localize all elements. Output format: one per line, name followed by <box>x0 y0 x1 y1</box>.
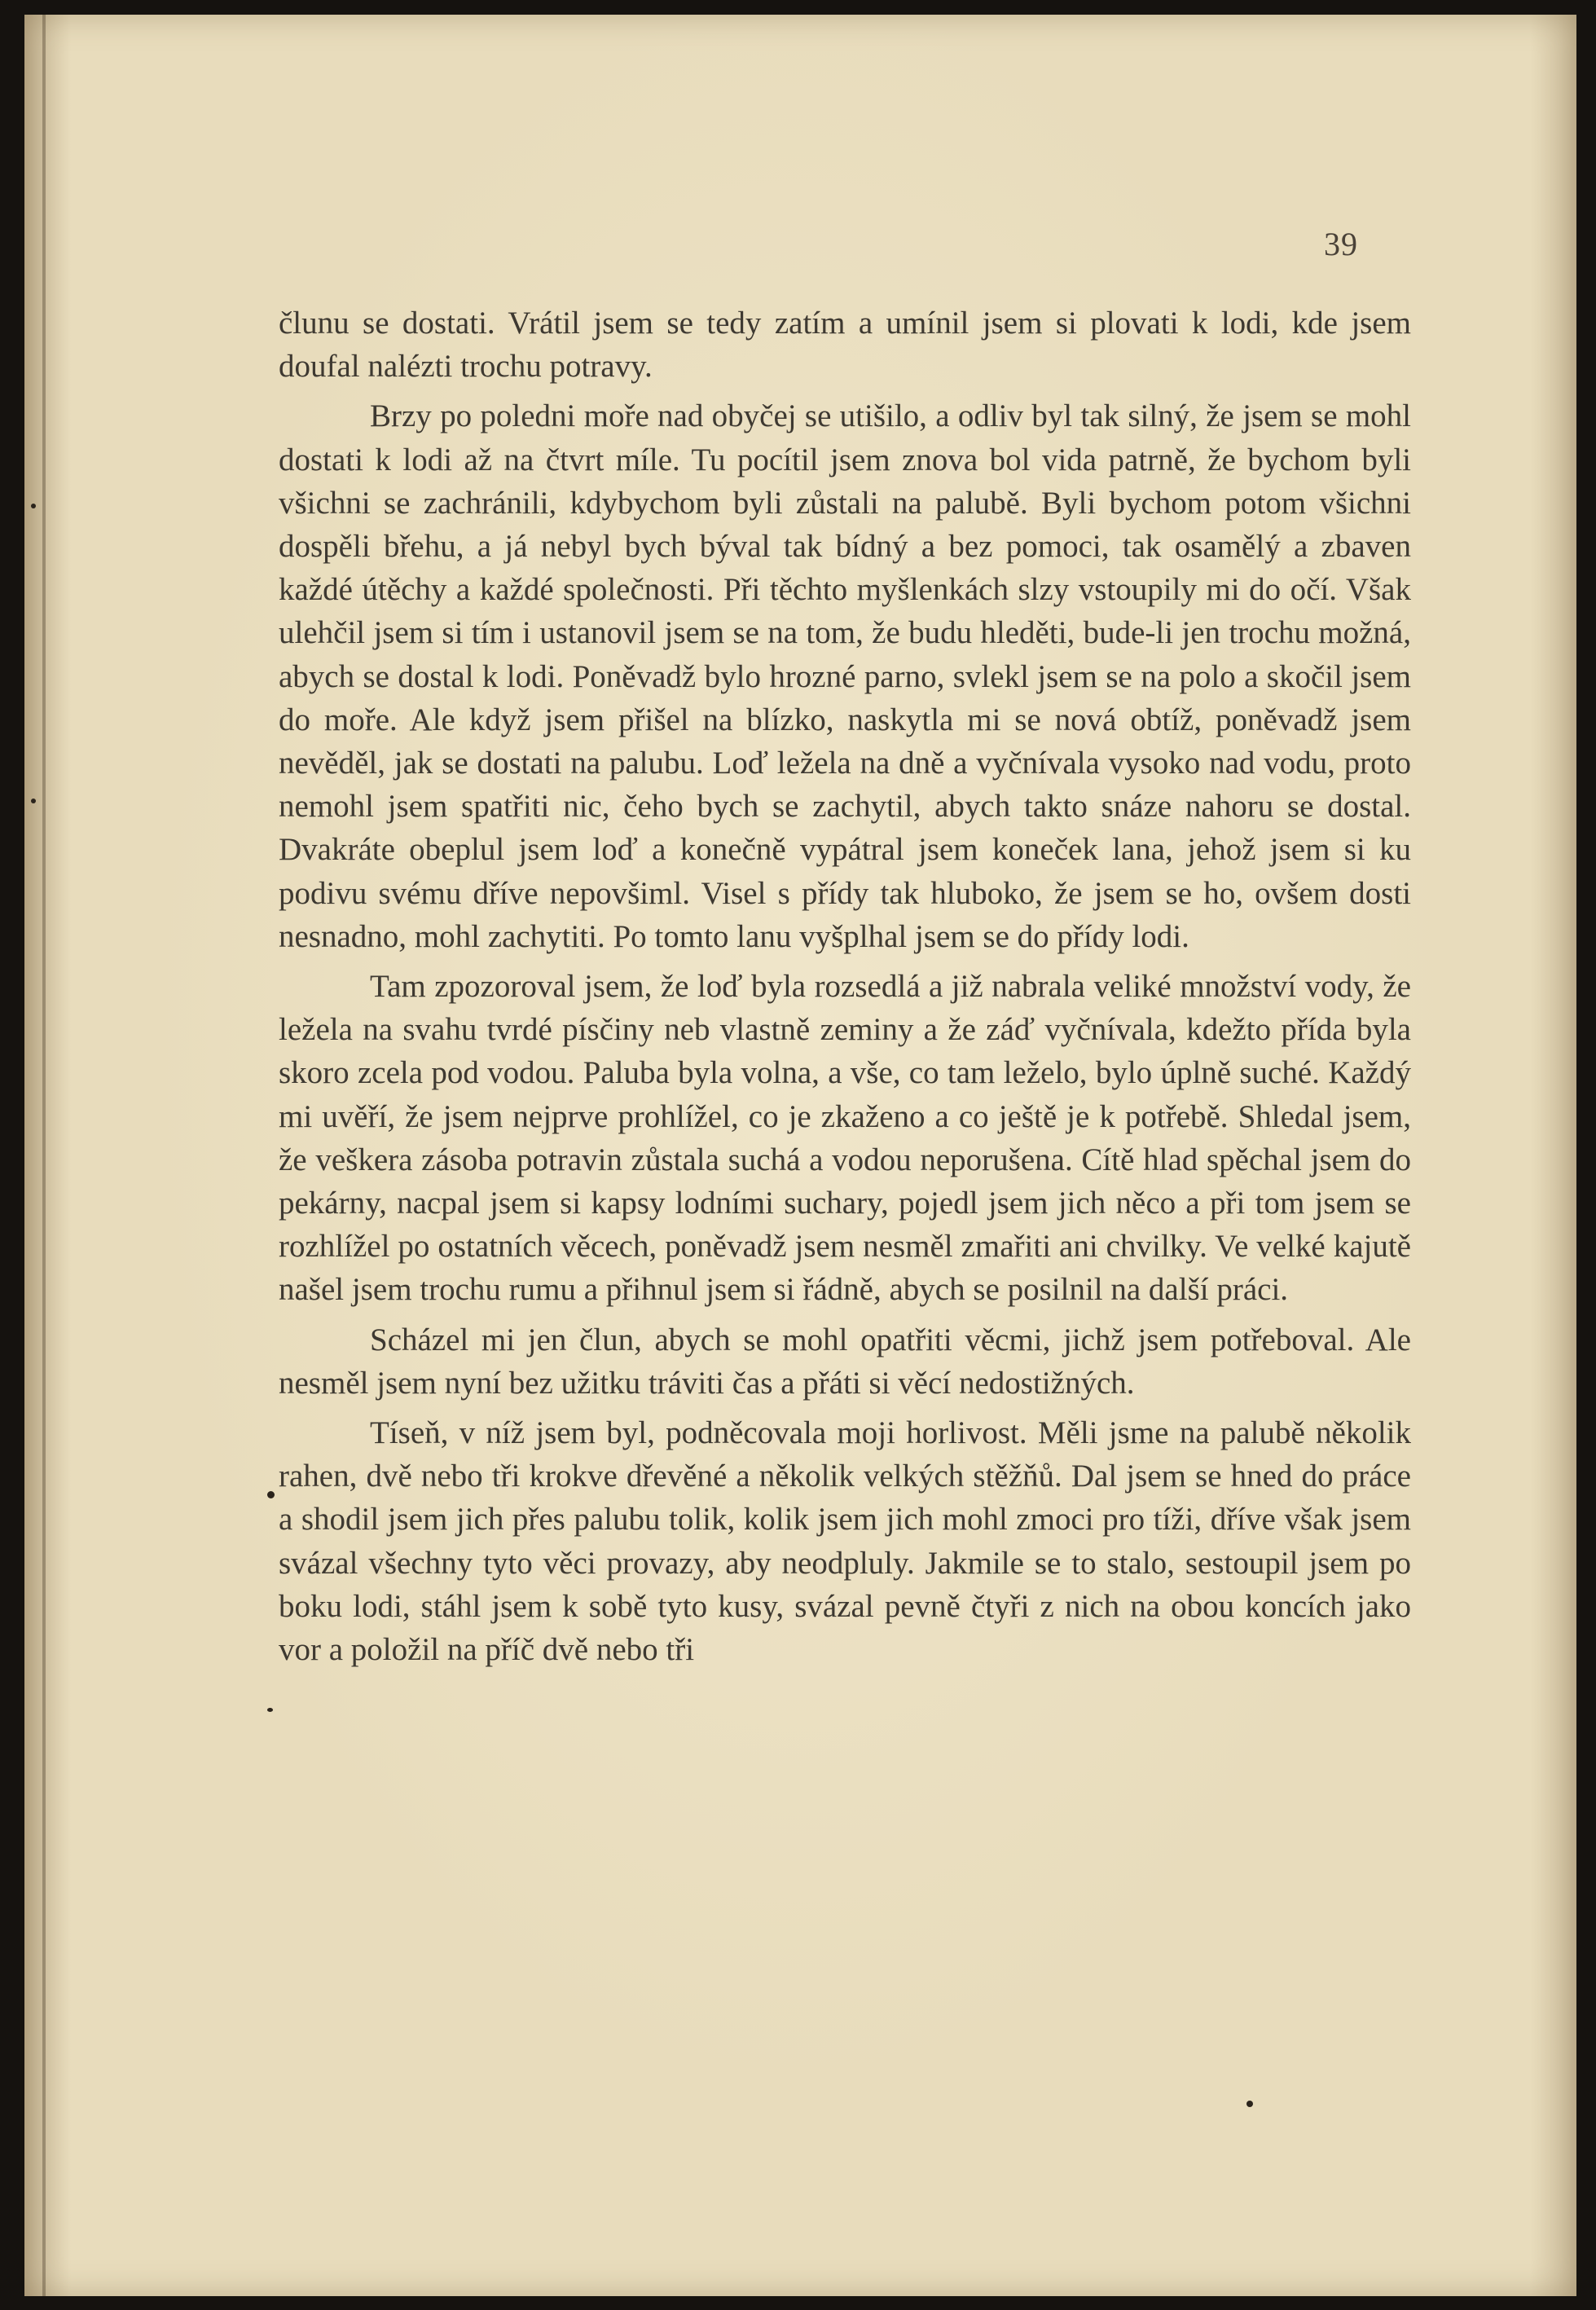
page-number: 39 <box>1324 226 1358 262</box>
book-page <box>24 15 1576 2296</box>
page-spine-shadow <box>42 15 46 2296</box>
paper-speck <box>1246 2101 1253 2107</box>
body-text <box>279 301 1411 1678</box>
paper-speck <box>267 1491 275 1498</box>
paragraph-5: Tíseň, v níž jsem byl, podněcovala moji horlivost. Měli jsme na palubě několik rahen, dvě nebo tři krokve dřevěné a několik velkých stěžňů. Dal jsem se hned do práce a shodil jsem jich přes palubu tolik, kolik jsem jich mohl zmoci pro tíži, dříve však jsem svázal všechny tyto věci provazy, aby neodpluly. Jakmile se to stalo, sestoupil jsem po boku lodi, stáhl jsem k sobě tyto kusy, svázal pevně čtyři z nich na obou koncích jako vor a položil na příč dvě nebo tři <box>279 1415 1411 1668</box>
paper-speck <box>31 504 36 508</box>
paper-speck <box>267 1708 273 1712</box>
paragraph-2: Brzy po poledni moře nad obyčej se utišilo, a odliv byl tak silný, že jsem se mohl dostati k lodi až na čtvrt míle. Tu pocítil jsem znova bol vida patrně, že bychom byli všichni se zachránili, kdybychom byli zůstali na palubě. Byli bychom potom všichni dospěli břehu, a já nebyl bych býval tak bídný a bez pomoci, tak osamělý a zbaven každé útěchy a každé společnosti. Při těchto myšlenkách slzy vstoupily mi do očí. Však ulehčil jsem si tím i ustanovil jsem se na tom, že budu hleděti, bude-li jen trochu možná, abych se dostal k lodi. Poněvadž bylo hrozné parno, svlekl jsem se na polo a skočil jsem do moře. Ale když jsem přišel na blízko, naskytla mi se nová obtíž, poněvadž jsem nevěděl, jak se dostati na palubu. Loď ležela na dně a vyčnívala vysoko nad vodu, proto nemohl jsem spatřiti nic, čeho bych se zachytil, abych takto snáze nahoru se dostal. Dvakráte obeplul jsem loď a konečně vypátral jsem koneček lana, jehož jsem si ku podivu svému dříve nepovšiml. Visel s přídy tak hluboko, že jsem se ho, ovšem dosti nesnadno, mohl zachytiti. Po tomto lanu vyšplhal jsem se do přídy lodi. <box>279 398 1411 954</box>
paper-speck <box>31 799 36 803</box>
paragraph-1: člunu se dostati. Vrátil jsem se tedy zatím a umínil jsem si plovati k lodi, kde jsem doufal nalézti trochu potravy. <box>279 306 1411 385</box>
paragraph-3: Tam zpozoroval jsem, že loď byla rozsedlá a již nabrala veliké množství vody, že ležela na svahu tvrdé písčiny neb vlastně zeminy a že záď vyčnívala, kdežto přída byla skoro zcela pod vodou. Paluba byla volna, a vše, co tam leželo, bylo úplně suché. Každý mi uvěří, že jsem nejprve prohlížel, co je zkaženo a co ještě je k potřebě. Shledal jsem, že veškera zásoba potravin zůstala suchá a vodou neporušena. Cítě hlad spěchal jsem do pekárny, nacpal jsem si kapsy lodními suchary, pojedl jsem jich něco a při tom jsem se rozhlížel po ostatních věcech, poněvadž jsem nesměl zmařiti ani chvilky. Ve velké kajutě našel jsem trochu rumu a přihnul jsem si řádně, abych se posilnil na další práci. <box>279 969 1411 1308</box>
paragraph-4: Scházel mi jen člun, abych se mohl opatřiti věcmi, jichž jsem potřeboval. Ale nesměl jsem nyní bez užitku tráviti čas a přáti si věcí nedostižných. <box>279 1322 1411 1401</box>
